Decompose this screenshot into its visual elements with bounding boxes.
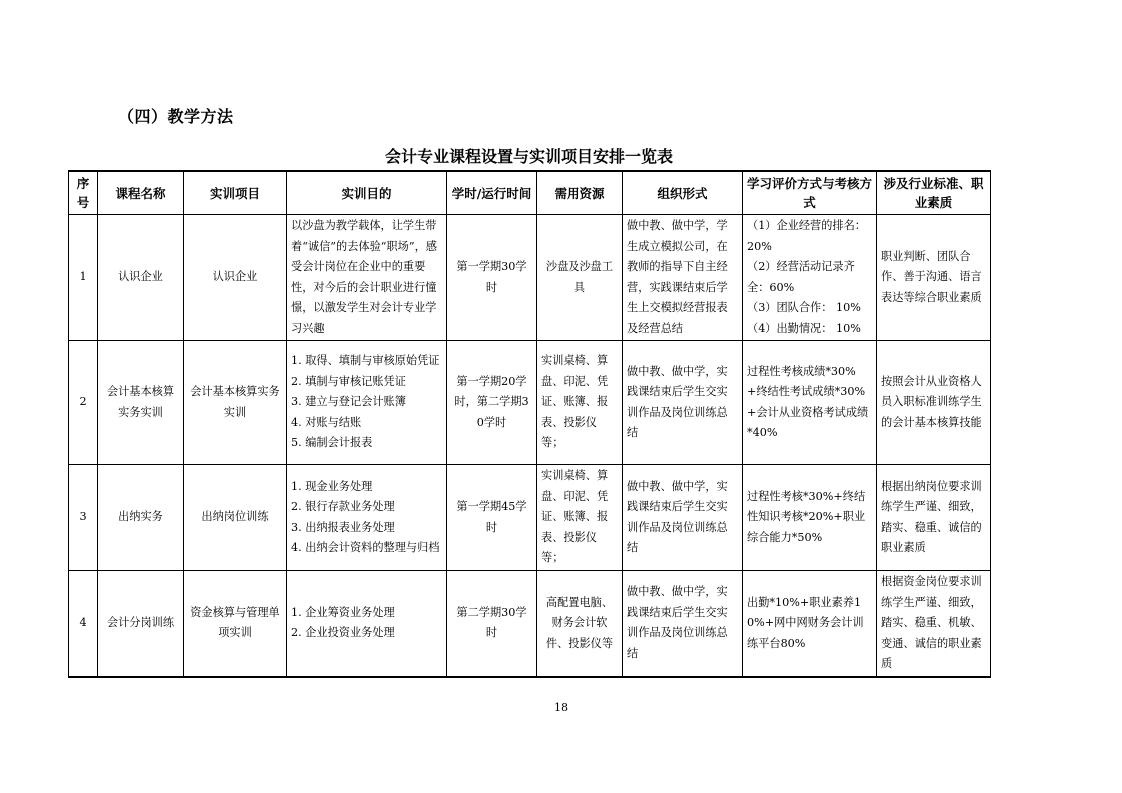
cell-evaluation: 出勤*10%+职业素养10%+网中网财务会计训练平台80%	[743, 571, 877, 677]
table-row	[69, 571, 991, 677]
cell-course: 会计分岗训练	[98, 571, 184, 677]
header-seq: 序号	[69, 171, 98, 215]
header-project: 实训项目	[184, 171, 287, 215]
cell-purpose	[287, 571, 447, 677]
header-purpose: 实训目的	[287, 171, 447, 215]
cell-hours: 第一学期20学时，第二学期30学时	[447, 341, 537, 465]
table-title: 会计专业课程设置与实训项目安排一览表	[384, 147, 673, 166]
cell-course: 会计基本核算实务实训	[98, 341, 184, 465]
cell-hours: 第一学期30学时	[447, 215, 537, 341]
section-heading: （四）教学方法	[118, 107, 234, 126]
evaluation-line: （2）经营活动记录齐全：60%	[747, 260, 855, 294]
cell-resources: 沙盘及沙盘工具	[537, 215, 623, 341]
purpose-line: 4. 出纳会计资料的整理与归档	[291, 541, 440, 554]
header-standards: 涉及行业标准、职业素质	[877, 171, 991, 215]
cell-standards: 根据资金岗位要求训练学生严谨、细致，踏实、稳重、机敏、变通、诚信的职业素质	[877, 571, 991, 677]
cell-seq: 4	[69, 571, 98, 677]
table-header-row	[69, 171, 991, 215]
evaluation-line: （3）团队合作： 10%	[747, 301, 861, 314]
cell-organization: 做中教、做中学，实践课结束后学生交实训作品及岗位训练总结	[623, 571, 743, 677]
cell-organization: 做中教、做中学，学生成立模拟公司，在教师的指导下自主经营，实践课结束后学生上交模拟经营报表及经营总结	[623, 215, 743, 341]
cell-hours: 第一学期45学时	[447, 465, 537, 571]
purpose-line: 2. 企业投资业务处理	[291, 626, 395, 640]
cell-standards: 按照会计从业资格人员入职标准训练学生的会计基本核算技能	[877, 341, 991, 465]
cell-project: 出纳岗位训练	[184, 465, 287, 571]
purpose-line: 1. 取得、填制与审核原始凭证	[291, 354, 440, 368]
cell-seq: 3	[69, 465, 98, 571]
course-training-table	[68, 170, 991, 678]
cell-seq: 1	[69, 215, 98, 341]
cell-hours: 第二学期30学时	[447, 571, 537, 677]
cell-course: 出纳实务	[98, 465, 184, 571]
cell-course: 认识企业	[98, 215, 184, 341]
cell-resources: 高配置电脑、财务会计软件、投影仪等	[537, 571, 623, 677]
header-course: 课程名称	[98, 171, 184, 215]
cell-standards: 职业判断、团队合作、善于沟通、语言表达等综合职业素质	[877, 215, 991, 341]
cell-project: 会计基本核算实务实训	[184, 341, 287, 465]
cell-purpose	[287, 465, 447, 571]
cell-evaluation: 过程性考核*30%+终结性知识考核*20%+职业综合能力*50%	[743, 465, 877, 571]
header-organization: 组织形式	[623, 171, 743, 215]
evaluation-line: （4）出勤情况： 10%	[747, 321, 861, 335]
cell-seq: 2	[69, 341, 98, 465]
table-row	[69, 341, 991, 465]
table-row	[69, 465, 991, 571]
purpose-line: 3. 出纳报表业务处理	[291, 520, 395, 534]
cell-resources: 实训桌椅、算盘、印泥、凭证、账簿、报表、投影仪等；	[537, 465, 623, 571]
purpose-line: 2. 银行存款业务处理	[291, 500, 395, 513]
purpose-line: 1. 企业筹资业务处理	[291, 605, 395, 619]
page-number: 18	[554, 701, 568, 714]
header-resources: 需用资源	[537, 171, 623, 215]
purpose-line: 5. 编制会计报表	[291, 436, 373, 450]
cell-resources: 实训桌椅、算盘、印泥、凭证、账簿、报表、投影仪等；	[537, 341, 623, 465]
cell-evaluation: 过程性考核成绩*30%+终结性考试成绩*30%+会计从业资格考试成绩*40%	[743, 341, 877, 465]
cell-standards: 根据出纳岗位要求训练学生严谨、细致，踏实、稳重、诚信的职业素质	[877, 465, 991, 571]
evaluation-line: （1）企业经营的排名：20%	[747, 219, 866, 253]
purpose-line: 3. 建立与登记会计账簿	[291, 395, 406, 409]
cell-purpose: 以沙盘为教学载体，让学生带着“诚信”的去体验“职场”，感受会计岗位在企业中的重要性，对今后的会计职业进行憧憬，以激发学生对会计专业学习兴趣	[287, 215, 447, 341]
header-evaluation: 学习评价方式与考核方式	[743, 171, 877, 215]
cell-project: 资金核算与管理单项实训	[184, 571, 287, 677]
purpose-line: 4. 对账与结账	[291, 415, 362, 429]
cell-organization: 做中教、做中学，实践课结束后学生交实训作品及岗位训练总结	[623, 465, 743, 571]
header-hours: 学时/运行时间	[447, 171, 537, 215]
purpose-line: 2. 填制与审核记账凭证	[291, 374, 406, 388]
table-row	[69, 215, 991, 341]
cell-evaluation	[743, 215, 877, 341]
cell-project: 认识企业	[184, 215, 287, 341]
purpose-line: 1. 现金业务处理	[291, 479, 373, 493]
cell-organization: 做中教、做中学，实践课结束后学生交实训作品及岗位训练总结	[623, 341, 743, 465]
cell-purpose	[287, 341, 447, 465]
